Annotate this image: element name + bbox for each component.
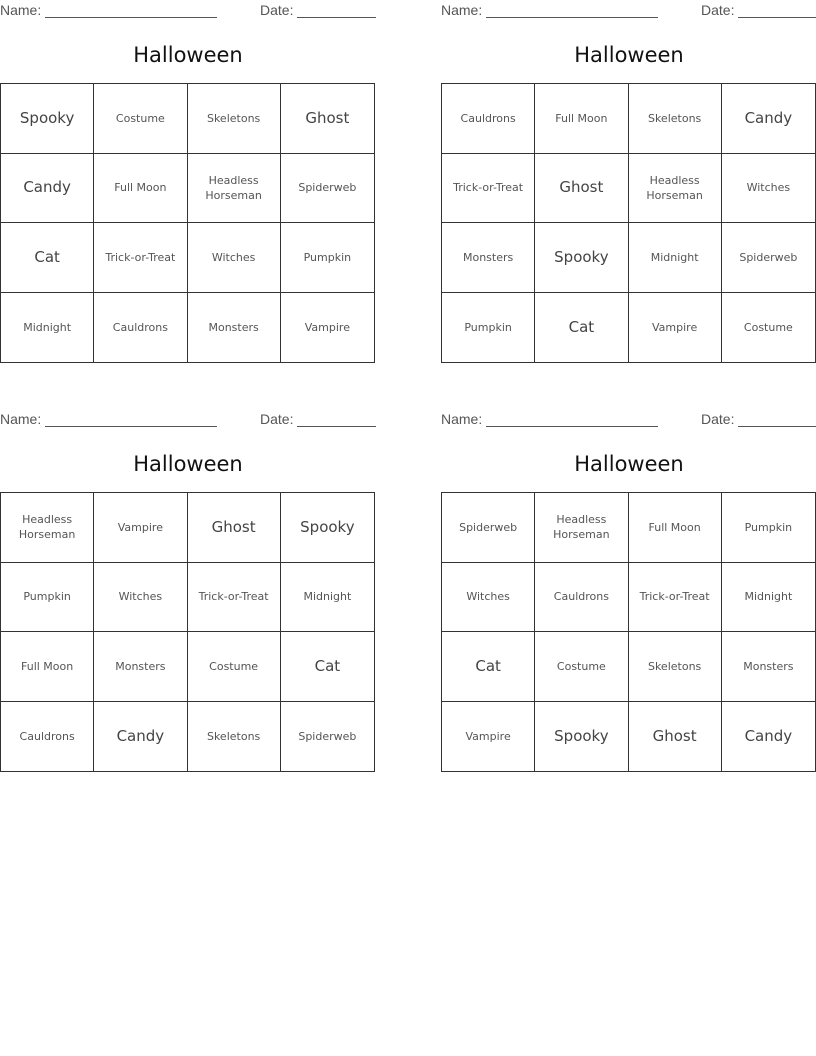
bingo-cell[interactable]: Trick-or-Treat [629, 563, 722, 633]
bingo-cell[interactable]: Spiderweb [442, 493, 535, 563]
bingo-cell[interactable]: Ghost [535, 154, 628, 224]
bingo-cell[interactable]: Witches [722, 154, 815, 224]
name-label: Name: [441, 2, 483, 18]
bingo-cell[interactable]: Full Moon [535, 84, 628, 154]
bingo-cell[interactable]: Spiderweb [298, 729, 357, 743]
bingo-cell[interactable]: Spooky [281, 493, 374, 563]
name-label: Name: [0, 411, 42, 427]
card-title: Halloween [133, 43, 243, 67]
bingo-cell[interactable]: Vampire [629, 293, 722, 363]
bingo-cell[interactable]: Headless Horseman [1, 493, 94, 563]
date-blank-line[interactable] [738, 17, 816, 18]
bingo-cell[interactable]: Candy [744, 726, 793, 745]
name-label: Name: [441, 411, 483, 427]
bingo-cell[interactable]: Midnight [1, 293, 94, 363]
bingo-cell[interactable]: Full Moon [94, 154, 187, 224]
bingo-cell[interactable]: Cauldrons [535, 563, 628, 633]
bingo-cell[interactable]: Witches [188, 223, 281, 293]
bingo-grid [0, 492, 375, 772]
bingo-cell[interactable]: Pumpkin [1, 563, 94, 633]
bingo-cell[interactable]: Ghost [281, 84, 374, 154]
bingo-cell[interactable]: Midnight [722, 563, 815, 633]
bingo-cell[interactable]: Candy [94, 702, 187, 772]
bingo-cell[interactable]: Costume [188, 632, 281, 702]
bingo-cell[interactable]: Spooky [535, 223, 628, 293]
bingo-cell[interactable]: Spiderweb [722, 223, 815, 293]
bingo-card [441, 409, 816, 771]
bingo-cell[interactable]: Ghost [188, 493, 281, 563]
card-header [0, 409, 376, 431]
bingo-cell[interactable]: Monsters [94, 632, 187, 702]
date-blank-line[interactable] [297, 17, 376, 18]
bingo-cell[interactable]: Skeletons [629, 84, 722, 154]
bingo-card [441, 0, 816, 362]
bingo-cell[interactable]: Vampire [94, 493, 187, 563]
bingo-cell[interactable]: Costume [535, 632, 628, 702]
bingo-cell[interactable]: Vampire [304, 320, 350, 334]
name-blank-line[interactable] [45, 17, 217, 18]
bingo-cell[interactable]: Candy [722, 84, 815, 154]
bingo-cell[interactable]: Witches [94, 563, 187, 633]
bingo-cell[interactable]: Skeletons [188, 702, 281, 772]
bingo-cell[interactable]: Spiderweb [281, 154, 374, 224]
name-blank-line[interactable] [486, 17, 658, 18]
date-label: Date: [701, 2, 735, 18]
bingo-cell[interactable]: Ghost [629, 702, 722, 772]
bingo-cell[interactable]: Trick-or-Treat [188, 563, 281, 633]
bingo-cell[interactable]: Pumpkin [281, 223, 374, 293]
date-label: Date: [701, 411, 735, 427]
bingo-cell[interactable]: Witches [442, 563, 535, 633]
bingo-cell[interactable]: Midnight [629, 223, 722, 293]
card-title: Halloween [574, 43, 684, 67]
name-label: Name: [0, 2, 42, 18]
bingo-cell[interactable]: Costume [94, 84, 187, 154]
bingo-cell[interactable]: Full Moon [629, 493, 722, 563]
date-label: Date: [260, 2, 294, 18]
bingo-cell[interactable]: Pumpkin [442, 293, 535, 363]
bingo-cell[interactable]: Pumpkin [722, 493, 815, 563]
bingo-cell[interactable]: Monsters [722, 632, 815, 702]
bingo-cell[interactable]: Costume [743, 320, 793, 334]
bingo-grid [441, 83, 816, 363]
bingo-cell[interactable]: Trick-or-Treat [442, 154, 535, 224]
bingo-cell[interactable]: Cat [281, 632, 374, 702]
bingo-card [0, 409, 376, 771]
bingo-cell[interactable]: Cat [1, 223, 94, 293]
bingo-cell[interactable]: Cauldrons [94, 293, 187, 363]
bingo-cell[interactable]: Cat [442, 632, 535, 702]
card-header [441, 0, 816, 22]
bingo-cell[interactable]: Full Moon [1, 632, 94, 702]
bingo-cell[interactable]: Candy [1, 154, 94, 224]
card-header [441, 409, 816, 431]
card-header [0, 0, 376, 22]
date-blank-line[interactable] [297, 426, 376, 427]
bingo-cell[interactable]: Spooky [1, 84, 94, 154]
date-blank-line[interactable] [738, 426, 816, 427]
bingo-card [0, 0, 376, 362]
bingo-cell[interactable]: Headless Horseman [188, 154, 281, 224]
bingo-grid [441, 492, 816, 772]
bingo-cell[interactable]: Headless Horseman [629, 154, 722, 224]
bingo-cell[interactable]: Skeletons [629, 632, 722, 702]
bingo-cell[interactable]: Monsters [442, 223, 535, 293]
date-label: Date: [260, 411, 294, 427]
bingo-cell[interactable]: Headless Horseman [535, 493, 628, 563]
name-blank-line[interactable] [486, 426, 658, 427]
card-title: Halloween [574, 452, 684, 476]
bingo-cell[interactable]: Midnight [281, 563, 374, 633]
bingo-cell[interactable]: Vampire [442, 702, 535, 772]
bingo-cell[interactable]: Cauldrons [1, 702, 94, 772]
name-blank-line[interactable] [45, 426, 217, 427]
bingo-grid [0, 83, 375, 363]
card-title: Halloween [133, 452, 243, 476]
bingo-cell[interactable]: Spooky [535, 702, 628, 772]
bingo-cell[interactable]: Skeletons [188, 84, 281, 154]
bingo-cell[interactable]: Cat [535, 293, 628, 363]
bingo-cell[interactable]: Monsters [188, 293, 281, 363]
bingo-cell[interactable]: Cauldrons [442, 84, 535, 154]
bingo-cell[interactable]: Trick-or-Treat [94, 223, 187, 293]
